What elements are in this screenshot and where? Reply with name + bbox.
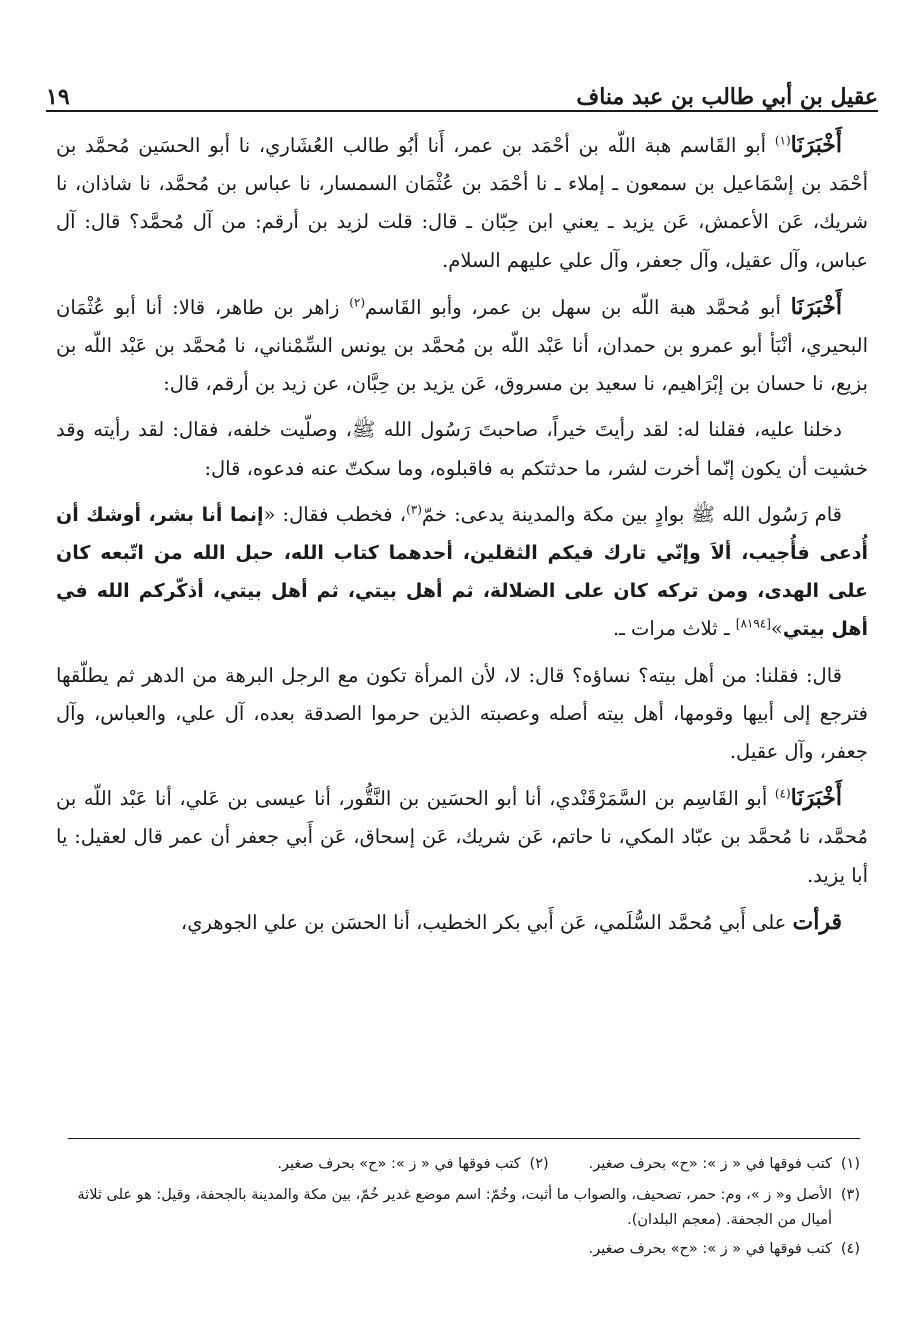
keyword: أَخْبَرَنَا <box>790 293 842 320</box>
paragraph-text: » <box>770 617 783 641</box>
paragraph-7 <box>56 903 868 942</box>
footnote-marker: (١) <box>774 133 791 148</box>
footnote-marker: (٤) <box>774 786 791 801</box>
paragraph-3 <box>56 411 868 487</box>
footnote-1 <box>589 1152 860 1177</box>
page-number: ١٩ <box>46 84 70 110</box>
paragraph-5 <box>56 657 868 772</box>
footnote-number: (٤) <box>840 1241 860 1257</box>
footnote-text: كتب فوقها في « ز »: «ح» بحرف صغير. <box>277 1156 521 1172</box>
footnote-pair <box>60 1152 860 1177</box>
footnote-2 <box>277 1152 548 1177</box>
paragraph-text: ، فخطب فقال: « <box>263 502 407 526</box>
keyword: أَخْبَرَنَا <box>790 785 842 812</box>
footnote-3 <box>60 1183 860 1233</box>
footnote-rule <box>68 1138 860 1139</box>
header-title: عقيل بن أبي طالب بن عبد مناف <box>576 84 878 110</box>
footnote-text: كتب فوقها في « ز »: «ح» بحرف صغير. <box>588 1156 832 1172</box>
paragraph-text: قام رَسُول الله ﷺ بوادٍ بين مكة والمدينة يدعى: خمّ <box>421 502 842 526</box>
hadith-text: إنما أنا بشر، أوشك أن أُدعى فأُجيب، ألاَ وإنّي تارك فيكم الثقلين، أحدهما كتاب الله، حبل الله من اتّبعه كان على الهدى، ومن تركه كان على الضلالة، ثم أهل بيتي، ثم أهل بيتي، أذكّركم الله في أهل بيتي <box>56 503 868 641</box>
footnotes <box>60 1152 860 1266</box>
paragraph-2 <box>56 288 868 404</box>
footnote-text: الأصل و« ز »، وم: حمر، تصحيف، والصواب ما أثبت، وخُمّ: اسم موضع غدير خُمّ، بين مكة والمدينة بالجحفة، وقيل: هو على ثلاثة أميال من الجحفة. (معجم البلدان). <box>77 1187 832 1228</box>
paragraph-text: قال: فقلنا: من أهل بيته؟ نساؤه؟ قال: لا، لأن المرأة تكون مع الرجل البرهة من الدهر ثم يطلّقها فترجع إلى أبيها وقومها، أهل بيته أصله وعصبته الذين حرموا الصدقة بعده، آل علي، والعباس، وآل جعفر، وآل عقيل. <box>56 663 868 764</box>
paragraph-text: زاهر بن طاهر، قالا: أنا أبو عُثْمَان البحيري، أنْبَأ أبو عمرو بن حمدان، أنا عَبْد اللّه بن مُحمَّد بن يونس السِّمْناني، نا مُحمَّد بن عَبْد اللّه بن بزيع، نا حسان بن إبْرَاهيم، نا سعيد بن مسروق، عَن يزيد بن حِبَّان، عن زيد بن أرقم، قال: <box>56 295 868 396</box>
footnote-number: (١) <box>840 1156 860 1172</box>
footnote-4 <box>60 1237 860 1262</box>
main-text <box>56 126 868 950</box>
paragraph-text: أبو مُحمَّد هبة اللّه بن سهل بن عمر، وأبو القَاسم <box>365 295 791 319</box>
paragraph-text: ـ ثلاث مرات ـ. <box>612 617 736 641</box>
paragraph-text: دخلنا عليه، فقلنا له: لقد رأيتَ خيراً، صاحبتَ رَسُول الله ﷺ، وصلّيت خلفه، فقال: لقد رأيته وقد خشيت أن يكون إنّما أخرت لشر، ما حدثتكم به فاقبلوه، وما سكتّ عنه فدعوه، قال: <box>56 418 868 480</box>
running-header <box>46 70 878 110</box>
footnote-number: (٣) <box>840 1187 860 1203</box>
paragraph-6 <box>56 779 868 895</box>
footnote-number: (٢) <box>529 1156 549 1172</box>
footnote-text: كتب فوقها في « ز »: «ح» بحرف صغير. <box>588 1241 832 1257</box>
keyword: أَخْبَرَنَا <box>790 132 842 158</box>
footnote-marker: (٢) <box>349 295 366 310</box>
paragraph-4 <box>56 496 868 649</box>
footnote-marker: (٣) <box>406 502 422 517</box>
keyword: قرأت <box>792 908 842 935</box>
paragraph-text: أبو القَاسم هبة اللّه بن أحْمَد بن عمر، أَنا أبُو طالب العُشَاري، نا أبو الحسَين مُحمَّد بن أحْمَد بن إسْمَاعيل بن سمعون ـ إملاء ـ نا أحْمَد بن عُثْمَان السمسار، نا عباس بن مُحمَّد، نا شاذان، نا شريك، عَن الأعمش، عَن يزيد ـ يعني ابن حِبّان ـ قال: قلت لزيد بن أرقم: من آل مُحمَّد؟ قال: آل عباس، وآل عقيل، وآل جعفر، وآل علي عليهم السلام. <box>56 134 868 272</box>
paragraph-1 <box>56 126 868 280</box>
header-rule <box>46 110 878 112</box>
hadith-reference: [٨١٩٤] <box>735 616 771 631</box>
paragraph-text: على أَبي مُحمَّد السُّلَمي، عَن أَبي بكر الخطيب، أنا الحسَن بن علي الجوهري، <box>180 910 793 934</box>
paragraph-text: أبو القَاسِم بن السَّمَرْقَنْدي، أنا أبو الحسَين بن النَّقُّور، أنا عيسى بن عَلي، أنا عَبْد اللّه بن مُحمَّد، نا مُحمَّد بن عبّاد المكي، نا حاتم، عَن شريك، عَن إسحاق، عَن أَبي جعفر أن عمر قال لعقيل: يا أبا يزيد. <box>56 787 868 887</box>
